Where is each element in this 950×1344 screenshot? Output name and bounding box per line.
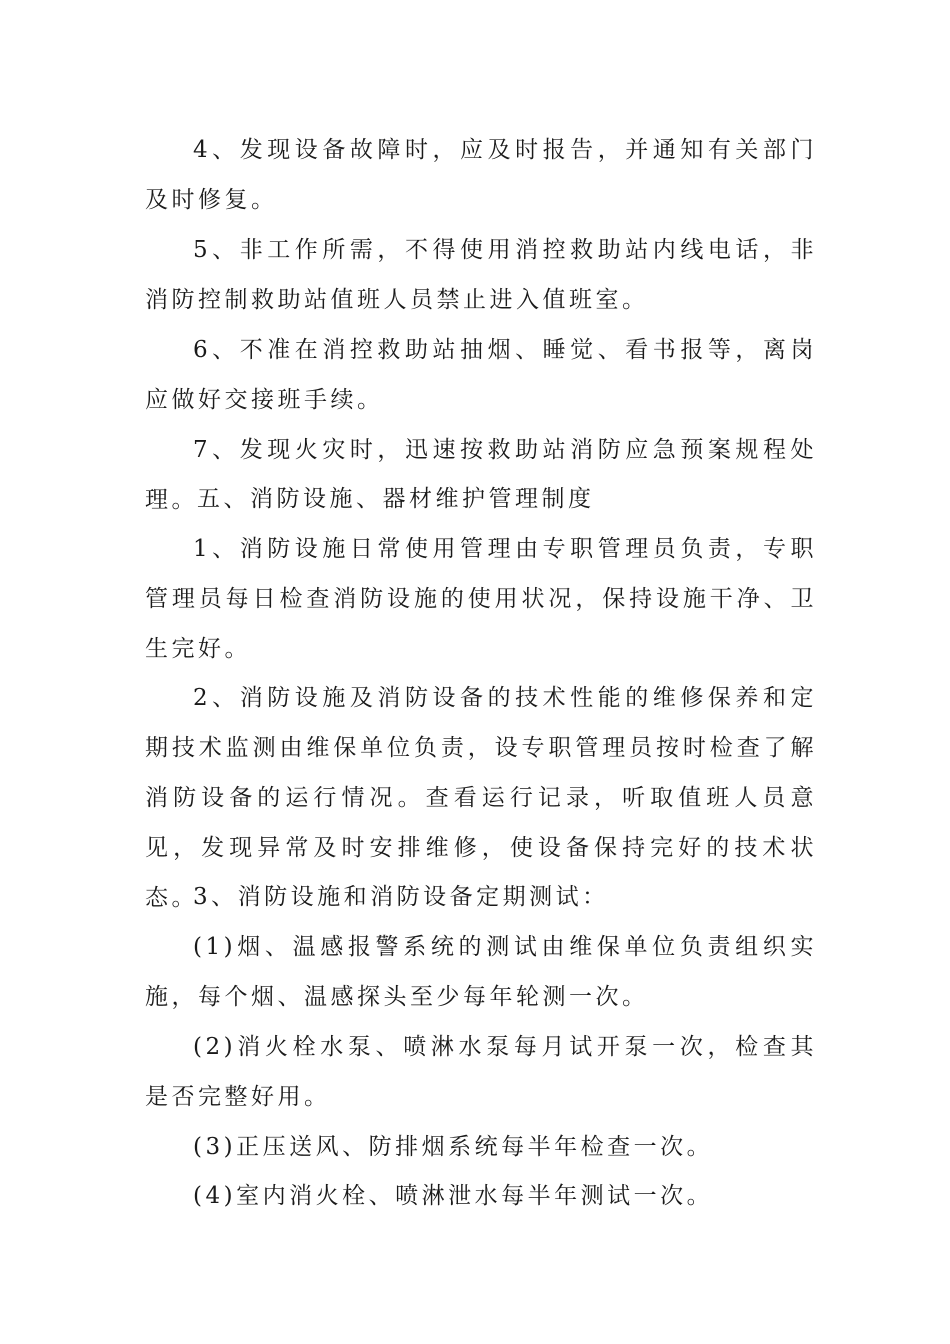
paragraph-subitem-2: (2)消火栓水泵、喷淋水泵每月试开泵一次，检查其是否完整好用。	[145, 1034, 817, 1110]
paragraph-item-5: 5、非工作所需，不得使用消控救助站内线电话，非消防控制救助站值班人员禁止进入值班室。	[145, 237, 817, 313]
paragraph-item-6: 6、不准在消控救助站抽烟、睡觉、看书报等，离岗应做好交接班手续。	[145, 337, 817, 413]
paragraph-item-3: 3、消防设施和消防设备定期测试：	[193, 884, 609, 910]
paragraph-subitem-3: (3)正压送风、防排烟系统每半年检查一次。	[193, 1134, 714, 1160]
section-heading-5: 五、消防设施、器材维护管理制度	[197, 486, 595, 512]
paragraph-item-4: 4、发现设备故障时，应及时报告，并通知有关部门及时修复。	[145, 137, 817, 213]
paragraph-subitem-4: (4)室内消火栓、喷淋泄水每半年测试一次。	[193, 1183, 714, 1209]
paragraph-item-2: 2、消防设施及消防设备的技术性能的维修保养和定期技术监测由维保单位负责，设专职管理员按时检查了解消防设备的运行情况。查看运行记录，听取值班人员意见，发现异常及时安排维修，使设备保持完好的技术状态。	[145, 685, 817, 911]
paragraph-item-1: 1、消防设施日常使用管理由专职管理员负责，专职管理员每日检查消防设施的使用状况，保持设施干净、卫生完好。	[145, 536, 817, 662]
paragraph-item-7: 7、发现火灾时，迅速按救助站消防应急预案规程处理。	[145, 437, 817, 513]
paragraph-subitem-1: (1)烟、温感报警系统的测试由维保单位负责组织实施，每个烟、温感探头至少每年轮测一次。	[145, 934, 817, 1010]
